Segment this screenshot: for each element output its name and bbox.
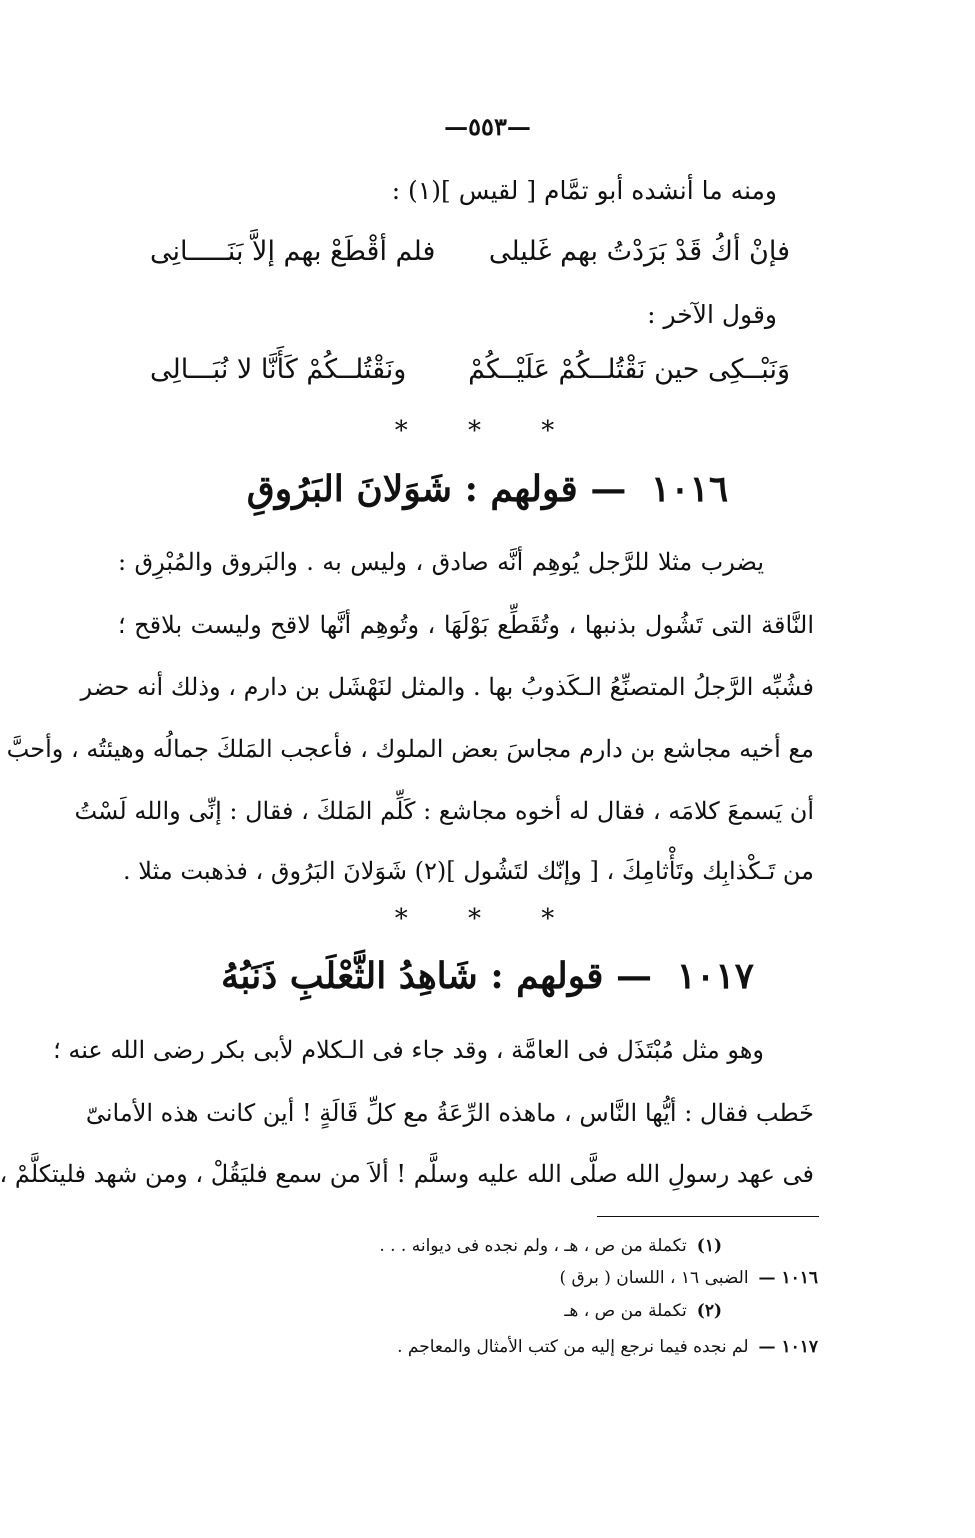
prose-line: مع أخيه مجاشع بن دارم مجاسَ بعض الملوك ، فأعجب المَلكَ جمالُه وهيئتُه ، وأحبَّ xyxy=(6,735,814,763)
section-dash: — xyxy=(616,955,653,997)
poem-intro: ومنه ما أنشده أبو تمَّام [ لقيس ](١) : xyxy=(391,176,777,205)
footnote xyxy=(559,1268,818,1288)
footnote-text: تكملة من ص ، هـ xyxy=(564,1301,687,1321)
section-heading xyxy=(0,955,975,997)
section-title: قولهم : شَاهِدُ الثَّعْلَبِ ذَنَبُهُ xyxy=(221,955,604,997)
verse-left-hemistich: فلم أقْطَعْ بهم إلاَّ بَنَـــــانِى xyxy=(150,236,436,267)
verse-line xyxy=(150,236,790,284)
prose-line: أن يَسمعَ كلامَه ، فقال له أخوه مجاشع : كَلِّم المَلكَ ، فقال : إنِّى والله لَسْتُ xyxy=(74,797,814,825)
poem-intro: وقول الآخر : xyxy=(647,300,777,329)
footnote-text: لم نجده فيما نرجع إليه من كتب الأمثال والمعاجم . xyxy=(397,1337,749,1357)
footnote-text: الضبى ١٦ ، اللسان ( برق ) xyxy=(559,1268,749,1288)
footnote-marker: ١٠١٦ — xyxy=(758,1268,818,1288)
prose-line: خَطب فقال : أيُّها النَّاس ، ماهذه الرِّعَةُ مع كلِّ قَالَةٍ ! أين كانت هذه الأمانىّ xyxy=(85,1099,814,1127)
prose-line: النَّاقة التى تَشُول بذنبها ، وتُقَطِّع بَوْلَهَا ، وتُوهِم أنَّها لاقح وليست بلاقح ؛ xyxy=(118,611,814,639)
prose-line: من تَـكْذابِك وتَأْثامِكَ ، [ وإنّك لتَشُول ](٢) شَوَلانَ البَرُوق ، فذهبت مثلا . xyxy=(123,857,814,885)
section-separator: * * * xyxy=(394,416,581,446)
footnote-divider xyxy=(597,1216,819,1217)
section-title: قولهم : شَوَلانَ البَرُوقِ xyxy=(246,468,578,510)
footnote-text: تكملة من ص ، هـ ، ولم نجده فى ديوانه . . . xyxy=(379,1236,687,1256)
verse-right-hemistich: وَنَبْــكِى حين نَقْتُلــكُمْ عَلَيْــكُمْ xyxy=(468,354,790,385)
prose-line: فشُبِّه الرَّجلُ المتصنِّعُ الـكَذوبُ بها . والمثل لنَهْشَل بن دارم ، وذلك أنه حضر xyxy=(80,673,814,701)
verse-left-hemistich: ونَقْتُلــكُمْ كَأَنَّا لا نُبَـــالِى xyxy=(150,354,407,385)
footnote-marker: (١) xyxy=(696,1236,722,1256)
footnote xyxy=(379,1236,722,1256)
footnote xyxy=(397,1337,818,1357)
section-separator: * * * xyxy=(394,904,581,934)
prose-line: يضرب مثلا للرَّجل يُوهِم أنَّه صادق ، وليس به . والبَروق والمُبْرِق : xyxy=(118,548,764,576)
section-number: ١٠١٦ xyxy=(650,468,729,510)
footnote xyxy=(564,1301,722,1321)
section-number: ١٠١٧ xyxy=(676,955,754,997)
section-dash: — xyxy=(590,468,627,510)
prose-line: فى عهد رسولِ الله صلَّى الله عليه وسلَّم ! ألاَ من سمع فليَقُلْ ، ومن شهد فليتكلَّمْ ، xyxy=(0,1160,814,1188)
section-heading xyxy=(0,468,975,510)
footnote-marker: (٢) xyxy=(696,1301,722,1321)
footnote-marker: ١٠١٧ — xyxy=(758,1337,818,1357)
page-number: —٥٥٣— xyxy=(444,112,531,141)
prose-line: وهو مثل مُبْتَذَل فى العامَّة ، وقد جاء فى الـكلام لأبى بكر رضى الله عنه ؛ xyxy=(53,1036,764,1064)
verse-right-hemistich: فإنْ أكُ قَدْ بَرَدْتُ بهم غَليلى xyxy=(488,236,790,267)
verse-line xyxy=(150,354,790,402)
